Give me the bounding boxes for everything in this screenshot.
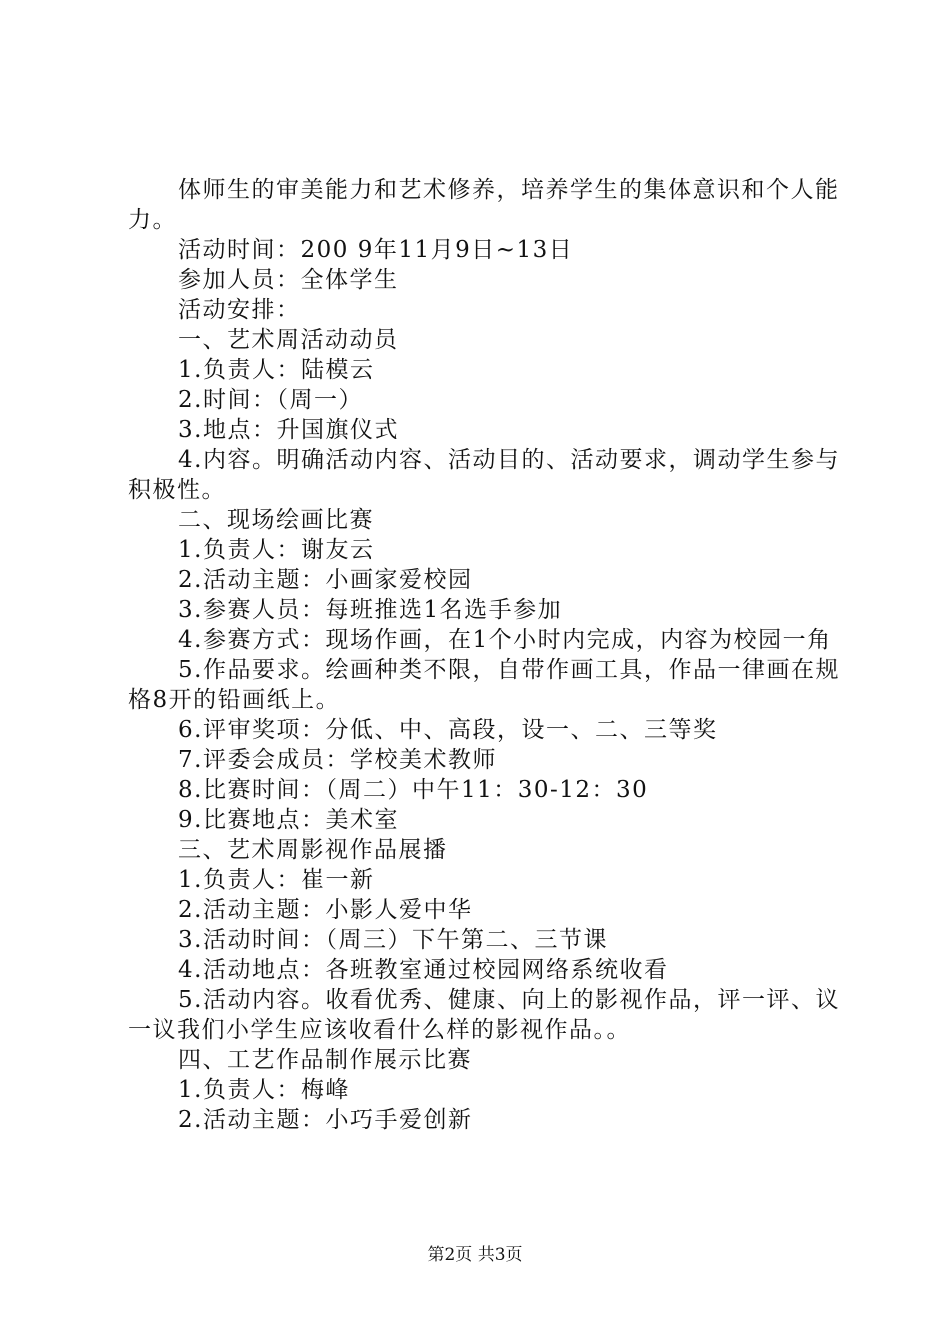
list-item: 2.活动主题：小巧手爱创新 bbox=[178, 1107, 473, 1133]
list-item: 2.活动主题：小影人爱中华 bbox=[178, 897, 473, 923]
list-item: 4.内容。明确活动内容、活动目的、活动要求，调动学生参与积极性。 bbox=[128, 447, 840, 503]
list-item: 9.比赛地点：美术室 bbox=[178, 807, 399, 833]
list-item: 4.活动地点：各班教室通过校园网络系统收看 bbox=[178, 957, 669, 983]
paragraph-participants: 参加人员：全体学生 bbox=[178, 267, 399, 293]
list-item: 7.评委会成员：学校美术教师 bbox=[178, 747, 497, 773]
list-item: 6.评审奖项：分低、中、高段，设一、二、三等奖 bbox=[178, 717, 718, 743]
section-heading-1: 一、艺术周活动动员 bbox=[178, 327, 399, 353]
list-item: 2.活动主题：小画家爱校园 bbox=[178, 567, 473, 593]
list-item: 4.参赛方式：现场作画，在1个小时内完成，内容为校园一角 bbox=[178, 627, 832, 653]
list-item: 1.负责人：谢友云 bbox=[178, 537, 375, 563]
list-item: 1.负责人：崔一新 bbox=[178, 867, 375, 893]
list-item: 3.地点：升国旗仪式 bbox=[178, 417, 399, 443]
paragraph-arrangement: 活动安排： bbox=[178, 297, 301, 323]
page-footer: 第2页 共3页 bbox=[427, 1245, 523, 1265]
section-heading-3: 三、艺术周影视作品展播 bbox=[178, 837, 448, 863]
list-item: 8.比赛时间：（周二）中午11：30-12：30 bbox=[178, 777, 649, 803]
list-item: 1.负责人：梅峰 bbox=[178, 1077, 350, 1103]
document-body bbox=[128, 175, 840, 1135]
list-item: 5.活动内容。收看优秀、健康、向上的影视作品，评一评、议一议我们小学生应该收看什么样的影视作品。。 bbox=[128, 987, 840, 1043]
section-heading-2: 二、现场绘画比赛 bbox=[178, 507, 374, 533]
list-item: 1.负责人：陆模云 bbox=[178, 357, 375, 383]
section-heading-4: 四、工艺作品制作展示比赛 bbox=[178, 1047, 472, 1073]
list-item: 2.时间：（周一） bbox=[178, 387, 363, 413]
paragraph-activity-time: 活动时间：200 9年11月9日~13日 bbox=[178, 237, 574, 263]
list-item: 5.作品要求。绘画种类不限，自带作画工具，作品一律画在规格8开的铅画纸上。 bbox=[128, 657, 840, 713]
paragraph-intro-continuation: 体师生的审美能力和艺术修养，培养学生的集体意识和个人能力。 bbox=[128, 177, 840, 233]
list-item: 3.活动时间：（周三）下午第二、三节课 bbox=[178, 927, 608, 953]
list-item: 3.参赛人员：每班推选1名选手参加 bbox=[178, 597, 563, 623]
